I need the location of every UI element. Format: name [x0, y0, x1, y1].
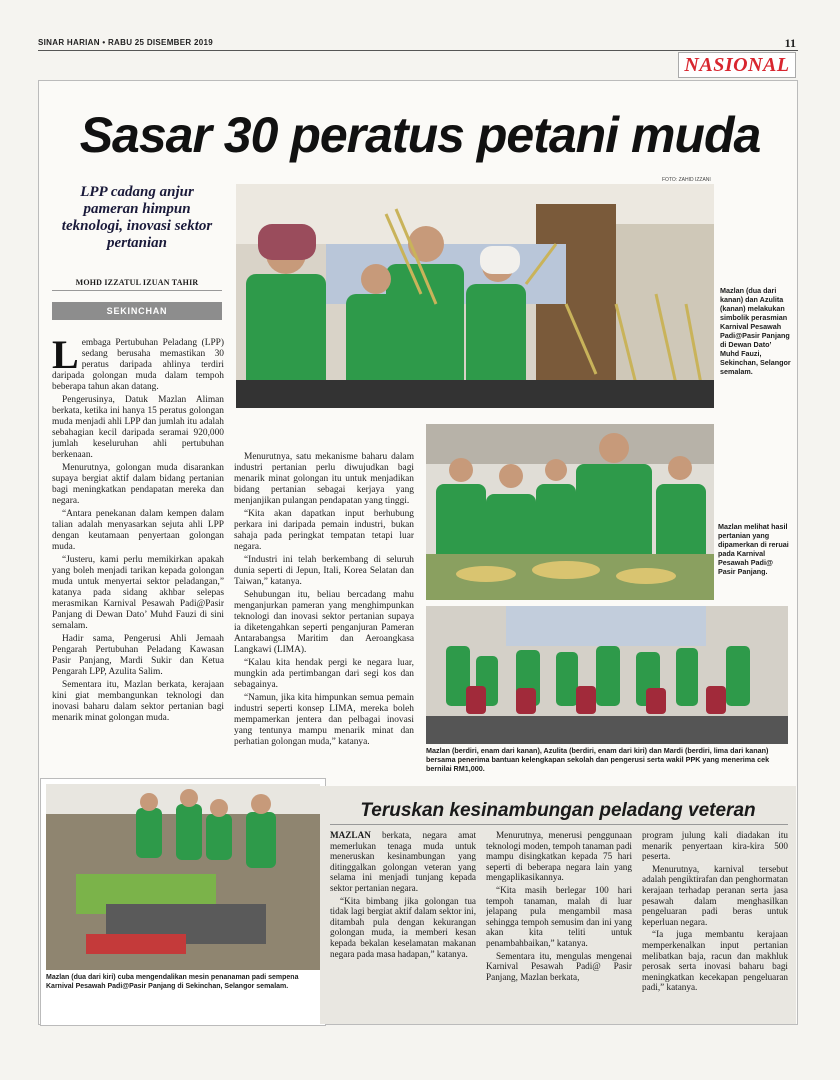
paragraph: MAZLAN berkata, negara amat memerlukan tenaga muda untuk meneruskan kesinambungan yang ditinggalkan golongan veteran yang selama ini menjadi tunjang kepada sektor pertanian negara.	[330, 830, 476, 893]
paragraph: “Kita akan dapatkan input berhubung perkara ini daripada pemain industri, bukan sahaja pada peringkat tempatan tetapi luar negara.	[234, 509, 414, 552]
dateline-text: SEKINCHAN	[106, 306, 168, 316]
article-column-2	[234, 452, 414, 774]
sidebar-column-2	[486, 830, 632, 1014]
paragraph: Hadir sama, Pengerusi Ahli Jemaah Pengarah Pertubuhan Peladang Kawasan Pasir Panjang, Mardi Sukir dan Ketua Pengarah LPP, Azulita Salim.	[52, 634, 224, 677]
paragraph: Menurutnya, satu mekanisme baharu dalam industri pertanian perlu diwujudkan bagi menarik minat golongan itu untuk menjadikan bidang pertanian sebagai kerjaya yang menjanjikan pulangan pendapatan yang tinggi.	[234, 452, 414, 506]
dateline	[52, 302, 222, 320]
sidebar-rule	[330, 824, 788, 825]
paragraph: Lembaga Pertubuhan Peladang (LPP) sedang berusaha memastikan 30 peratus daripada ahlinya terdiri daripada golongan muda dalam tempoh beberapa tahun akan datang.	[52, 338, 224, 392]
sidebar-column-1	[330, 830, 476, 1014]
drop-cap: L	[52, 338, 79, 377]
paragraph: “Ia juga membantu kerajaan memperkenalkan input pertanian melibatkan baja, racun dan makhluk perosak serta inovasi baharu bagi meningkatkan kecekapan pengeluaran padi,” katanya.	[642, 929, 788, 993]
paragraph: “Namun, jika kita himpunkan semua pemain industri seperti konsep LIMA, mereka boleh mempamerkan jentera dan pelbagai inovasi yang tentunya mampu menarik minat dan perhatian golongan muda,” katanya.	[234, 693, 414, 747]
photo-credit: FOTO: ZAHID IZZANI	[662, 177, 711, 183]
photo-exhibit	[426, 424, 714, 600]
paragraph: “Industri ini telah berkembang di seluruh dunia seperti di Jepun, Itali, Korea Selatan dan Taiwan,” katanya.	[234, 555, 414, 587]
sidebar-column-3	[642, 830, 788, 1014]
paragraph: “Antara penekanan dalam kempen dalam talian adalah menyasarkan sejuta ahli LPP dengan keutamaan penyertaan golongan muda.	[52, 509, 224, 552]
paragraph: Menurutnya, golongan muda disarankan supaya bergiat aktif dalam bidang pertanian bagi meningkatkan pendapatan mereka dan negara.	[52, 463, 224, 506]
byline: MOHD IZZATUL IZUAN TAHIR	[75, 278, 199, 287]
paragraph: Menurutnya, karnival tersebut adalah pengiktirafan dan penghormatan kerajaan terhadap peranan serta jasa pesawah dalam menghasilkan pengeluaran padi beras untuk keperluan negara.	[642, 863, 788, 927]
lead-word: MAZLAN	[330, 830, 371, 840]
group-illustration	[426, 606, 788, 744]
photo-caption: Mazlan melihat hasil pertanian yang dipamerkan di reruai pada Karnival Pesawah Padi@ Pasir Panjang.	[718, 522, 789, 576]
section-label	[678, 52, 796, 78]
ceremony-illustration	[236, 184, 714, 408]
paragraph: Sementara itu, mengulas mengenai Karnival Pesawah Padi@ Pasir Panjang, Mazlan berkata,	[486, 950, 632, 982]
photo-group	[426, 606, 788, 744]
page-number: 11	[784, 36, 796, 50]
machine-illustration	[46, 784, 320, 970]
paragraph: “Kita masih berlegar 100 hari tempoh tanaman, malah di luar jelapang pula mengambil masa sehingga tempoh semusim dan ini yang akan kita teliti untuk penambahbaikan,” katanya.	[486, 884, 632, 948]
photo-machine	[46, 784, 320, 970]
paragraph: Menurutnya, menerusi penggunaan teknologi moden, tempoh tanaman padi mampu disingkatkan kepada 75 hari seperti di beberapa negara lain yang mengaplikasikannya.	[486, 830, 632, 883]
paragraph: “Kita bimbang jika golongan tua tidak lagi bergiat aktif dalam sektor ini, ditambah pula dengan kekurangan golongan muda, ia memberi kesan kepada bekalan keselamatan makanan negara pada masa hadapan,” katanya.	[330, 895, 476, 959]
section-name: NASIONAL	[684, 53, 790, 76]
headline: Sasar 30 peratus petani muda	[79, 107, 761, 163]
byline-rule	[52, 290, 222, 291]
photo-ceremony	[236, 184, 714, 408]
photo-caption: Mazlan (dua dari kanan) dan Azulita (kanan) melakukan simbolik perasmian Karnival Pesawah Padi@Pasir Panjang di Dewan Dato’ Muhd Fauzi, Sekinchan, Selangor semalam.	[720, 286, 791, 376]
paragraph: program julung kali diadakan itu menarik penyertaan kira-kira 500 peserta.	[642, 830, 788, 862]
paragraph: Sementara itu, Mazlan berkata, kerajaan kini giat membangunkan teknologi dan inovasi baharu dalam sektor pertanian bagi menarik minat golongan muda.	[52, 680, 224, 723]
sidebar-title: Teruskan kesinambungan peladang veteran	[360, 800, 756, 821]
exhibit-illustration	[426, 424, 714, 600]
paragraph: “Kalau kita hendak pergi ke negara luar, mungkin ada pertimbangan dari segi kos dan sebagainya.	[234, 658, 414, 690]
paragraph: “Justeru, kami perlu memikirkan apakah yang boleh menjadi tarikan kepada golongan muda untuk menyertai sektor peladangan,” katanya pada sidang akhbar selepas merasmikan Karnival Pesawah Padi@Pasir Panjang di Dewan Dato’ Muhd Fauzi di sini semalam.	[52, 555, 224, 631]
header-rule	[38, 50, 798, 51]
paragraph: Sehubungan itu, beliau bercadang mahu menganjurkan pameran yang menghimpunkan teknologi dan inovasi sektor pertanian supaya ia diketengahkan seperti penganjuran Pameran Antarabangsa Maritim dan Aeroangkasa Langkawi (LIMA).	[234, 590, 414, 655]
subhead: LPP cadang anjur pameran himpun teknologi, inovasi sektor pertanian	[61, 184, 213, 251]
article-column-1	[52, 338, 224, 774]
photo-caption: Mazlan (berdiri, enam dari kanan), Azulita (berdiri, enam dari kiri) dan Mardi (berdiri, lima dari kanan) bersama penerima bantuan kelengkapan sekolah dan pengerusi serta wakil PPK yang menerima cek bernilai RM1,000.	[426, 746, 770, 773]
photo-caption: Mazlan (dua dari kiri) cuba mengendalikan mesin penanaman padi sempena Karnival Pesawah Padi@Pasir Panjang di Sekinchan, Selangor semalam.	[46, 974, 299, 990]
paper-masthead: SINAR HARIAN • RABU 25 DISEMBER 2019	[38, 38, 213, 47]
paragraph: Pengerusinya, Datuk Mazlan Aliman berkata, ketika ini hanya 15 peratus golongan muda menjadi ahli LPP dan jumlah itu adalah sebahagian kecil daripada seramai 920,000 jumlah keseluruhan ahli pertubuhan berkenaan.	[52, 395, 224, 460]
